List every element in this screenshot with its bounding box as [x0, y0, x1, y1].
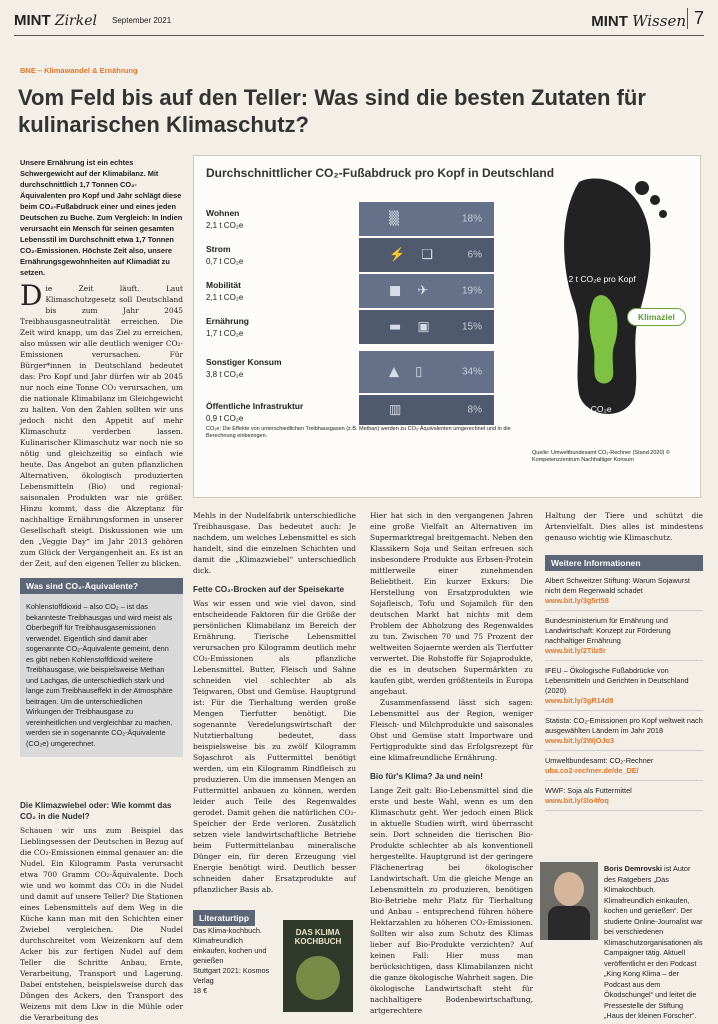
info-item-text: Statista: CO₂-Emissionen pro Kopf weltweit nach ausgewählten Ländern im Jahr 2018	[545, 716, 703, 735]
toe-2	[650, 195, 660, 205]
chart-bar	[359, 351, 494, 393]
info-item	[545, 611, 703, 661]
book-cover: DAS KLIMA KOCHBUCH	[283, 920, 353, 1012]
category-icon: ▬ ▣	[389, 319, 436, 335]
lead-paragraph: Unsere Ernährung ist ein echtes Schwergewicht auf der Klimabilanz. Mit durchschnittlich 1,7 Tonnen CO₂-Äquivalenten pro Kopf und Jahr schlägt diese beim CO₂-Fußabdruck einer und eines jeden Deutschen zu Buche. Zum Vergleich: In Indien verursacht ein Mensch für seinen gesamten Lebensstil im Durchschnitt etwa 1,7 Tonnen CO₂-Emissionen. Höchste Zeit also, unsere Ernährungsgewohnheiten auf Klimadiät zu setzen.	[20, 158, 183, 277]
info-item-link[interactable]: www.bit.ly/3gR14d8	[545, 696, 614, 705]
page-number: 7	[687, 8, 704, 29]
category-label: Sonstiger Konsum	[206, 357, 282, 367]
category-value: 2,1 t CO₂e	[206, 221, 244, 230]
info-item-link[interactable]: www.bit.ly/3lo4foq	[545, 796, 609, 805]
author-photo	[540, 862, 598, 940]
cover-plate	[296, 956, 340, 1000]
col1b	[20, 800, 183, 1023]
drop-cap: D	[20, 279, 43, 312]
info-item-link[interactable]: www.bit.ly/2Tilz8r	[545, 646, 606, 655]
author-bio-top	[604, 864, 704, 1022]
lit-text: Das Klima-kochbuch. Klimafreundlich einkaufen, kochen und genießen Stuttgart 2021: Kosmos Verlag 18 €	[193, 926, 270, 995]
info-item-text: Bundesministerium für Ernährung und Landwirtschaft: Konzept zur Förderung nachhaltiger Ernährung	[545, 616, 671, 645]
category-icon: ▥	[389, 402, 408, 418]
info-box	[545, 555, 703, 811]
info-item-text: Umweltbundesamt: CO₂-Rechner	[545, 756, 654, 765]
info-item-link[interactable]: uba.co2-rechner.de/de_DE/	[545, 766, 639, 775]
chart-source: Quelle: Umweltbundesamt CO₂-Rechner (Stand 2020) © Kompetenzzentrum Nachhaltiger Konsum	[532, 450, 670, 463]
info-item	[545, 571, 703, 611]
category-icon: ▲ ▯	[389, 364, 429, 380]
bar-percent: 15%	[461, 321, 482, 333]
col3-text1: Hier hat sich in den vergangenen Jahren eine große Vielfalt an Alternativen im Supermarktregal breitgemacht. Neben den Klassikern Soja und Seitan erfreuen sich insbesondere Produkte aus Erbsen-Protein mittlerweile einer zunehmenden Beliebtheit. Ein kurzer Exkurs: Die Herstellung von Ersatzprodukten wie Sojafleisch, Tofu und Sojamilch für den deutschen Markt hat nichts mit dem Problem der Abholzung des Regenwaldes zu tun. Zwischen 70 und 75 Prozent der weltweiten Sojaernte werden als Tierfutter verwertet. Die Rohstoffe für Sojaprodukte, die es in deutschen Supermärkten zu kaufen gibt, werden größtenteils in Europa angebaut.	[370, 511, 533, 696]
bar-percent: 6%	[467, 249, 482, 261]
photo-body	[548, 906, 590, 940]
category-value: 2,1 t CO₂e	[206, 293, 244, 302]
category-label: Ernährung	[206, 316, 249, 326]
col1-body	[20, 279, 183, 569]
info-item	[545, 661, 703, 711]
col3-subheading: Bio für's Klima? Ja und nein!	[370, 772, 483, 781]
chart-note: CO₂e: Die Effekte von unterschiedlichen Treibhausgasen (z.B. Methan) werden zu CO₂-Äquivalenten umgerechnet und in die Berechnung einbezogen.	[206, 426, 511, 439]
category-icon: ⚡ ❑	[389, 247, 439, 263]
category-icon: ■ ✈	[389, 283, 435, 299]
info-items	[545, 571, 703, 811]
col3-text2: Zusammenfassend lässt sich sagen: Lebensmittel aus der Region, weniger Fleisch- und Milchprodukte und saisonales Obst und Gemüse statt Importware und Fertigprodukte sind das Erfolgsrezept für eine klimafreundliche Ernährung.	[370, 698, 533, 762]
footprint-graphic	[539, 174, 674, 424]
bar-percent: 18%	[461, 213, 482, 225]
col1b-subheading: Die Klimazwiebel oder: Wie kommt das CO₂ in die Nudel?	[20, 801, 172, 821]
col2-text1: Mehls in der Nudelfabrik unterschiedliche Treibhausgase. Das bedeutet auch: Je nachdem, um welches Lebensmittel es sich handelt, sind die einzelnen Schichten und damit die „Klimazwiebel“ unterschiedlich dick.	[193, 511, 356, 575]
header-brand-right: MINT Wissen	[591, 12, 686, 30]
co2-chart	[193, 155, 701, 498]
co2-box-title: Was sind CO₂-Äquivalente?	[20, 578, 183, 594]
col1b-text: Schauen wir uns zum Beispiel das Lieblingsessen der Deutschen in Bezug auf die CO₂-Emissionen einmal genauer an: die Nudel. Ein Kilogramm Pasta verursacht etwa 700 Gramm CO₂-Äquivalente. Doch wie und wo kommt das CO₂ in die Nudel und damit auf unsere Teller? Die Stationen eines Lebensmittels auf dem Weg in die Küche kann man mit den Schichten einer Zwiebel vergleichen. Die Nudel durchschreitet vom Weizenkorn auf dem Acker bis zur fertigen Nudel auf dem Teller die Schritte Anbau, Ernte, Verarbeitung, Transport und Lagerung. Dabei entstehen, beispielsweise durch das Düngen des Ackers, den Transport des Weizens mit dem Lkw in die Mühle oder die Verarbeitung des	[20, 826, 183, 1022]
info-item-link[interactable]: www.bit.ly/3g5rt58	[545, 596, 609, 605]
photo-face	[554, 872, 584, 906]
author-text: ist Autor des Ratgebers „Das Klimakochbuch. Klimafreundlich einkaufen, kochen und genießen“. Der studierte Online-Journalist war bei verschiedenen Klimaschutzorganisationen als Campaigner tätig. Aktuell veröffentlicht er den Podcast „King Kong Klima – der Podcast aus dem Ökodschungel“ und leitet die Pressestelle der Stiftung „Haus der kleinen Forscher“.	[604, 864, 703, 1020]
info-item	[545, 711, 703, 751]
chart-bar	[359, 274, 494, 308]
bar-percent: 19%	[461, 285, 482, 297]
chart-total-label: 11,2 t CO₂e pro Kopf	[557, 274, 636, 284]
chart-title: Durchschnittlicher CO₂-Fußabdruck pro Kopf in Deutschland	[206, 166, 555, 180]
co2-box	[20, 578, 183, 757]
info-item-link[interactable]: www.bit.ly/2WjOJo3	[545, 736, 615, 745]
chart-bar	[359, 310, 494, 344]
col3	[370, 510, 533, 1016]
col2-subheading: Fette CO₂-Brocken auf der Speisekarte	[193, 585, 345, 594]
category-label: Strom	[206, 244, 231, 254]
category-icon: ▒	[389, 211, 405, 227]
info-title: Weitere Informationen	[545, 555, 703, 571]
author-name: Boris Demrovski	[604, 864, 662, 873]
info-item	[545, 781, 703, 811]
category-value: 0,9 t CO₂e	[206, 414, 244, 423]
lit-label: Literaturtipp	[193, 910, 255, 926]
col3-text3: Lange Zeit galt: Bio-Lebensmittel sind die erste und beste Wahl, wenn es um den Klimaschutz geht. Wer jedoch einen Blick in aktuelle Studien wirft, wird überrascht sein. Dort schneiden die tierischen Bio-Produkte schlechter ab als konventionell hergestellte. Hauptgrund ist der geringere Flächenertrag bei ökologischer Landwirtschaft. Um die gleiche Menge an Lebensmitteln zu produzieren, benötigen Bio-Betriebe mehr Platz für Tierhaltung und Anbau – entsprechend führen höhere Hektarzahlen zu höheren CO₂-Emissionen. Sollten wir also zum Schutz des Klimas lieber auf Bio-Produkte verzichten? Auf keinen Fall: Hier muss man berücksichtigen, dass Klimabilanzen nicht die ganze ökologische Wahrheit sagen. Die ökologische Landwirtschaft steht für nachhaltigere Bodenbewirtschaftung, artgerechtere	[370, 786, 533, 1015]
category-label: Mobilität	[206, 280, 241, 290]
col2-text2: Was wir essen und wie viel davon, sind entscheidende Faktoren für die Größe der persönlichen Klimabilanz im Bereich der Ernährung. Tierische Lebensmittel verursachen pro Kilogramm deutlich mehr CO₂-Emissionen als pflanzliche Lebensmittel. Butter, Fleisch und Sahne schneiden viel schlechter ab als Teigwaren, Obst und Gemüse. Hauptgrund ist: Für die Tierhaltung werden große Mengen Tierfutter benötigt. Die sogenannte Veredelungswirtschaft der Nutztierhaltung bedeutet, dass beispielsweise bis zu zwölf Kilogramm Sojaschrot als Futtermittel benötigt werden, um ein Kilogramm Rindfleisch zu produzieren. Um die immensen Mengen an Futtermittel anbauen zu können, werden leider auch Teile des Regenwaldes gerodet. Damit gehen die natürlichen CO₂-Speicher der Erde verloren. Zusätzlich setzen viele landwirtschaftliche Betriebe beim Futtermittelanbau mineralische Dünger ein, für deren Erzeugung viel Energie benötigt wird. Deutlich besser schneiden daher Ersatzprodukte auf pflanzlicher Basis ab.	[193, 599, 356, 894]
chart-bar	[359, 202, 494, 236]
klimaziel-badge: Klimaziel	[627, 308, 686, 326]
category-label: Wohnen	[206, 208, 240, 218]
lit-tip	[193, 906, 356, 1016]
article-title: Vom Feld bis auf den Teller: Was sind die besten Zutaten für kulinarischen Klimaschutz?	[18, 85, 646, 137]
toe-3	[659, 210, 667, 218]
chart-bar	[359, 395, 494, 425]
chart-bar	[359, 238, 494, 272]
co2-box-text: Kohlenstoffdioxid – also CO₂ – ist das bekannteste Treibhausgas und wird meist als Oberbegriff für Treibhausgasemissionen verwendet. Eigentlich sind damit aber sogenannte CO₂-Äquivalente gemeint, denn es gibt neben Kohlenstoffdioxid weitere Treibhausgase, wie beispielsweise Methan und Lachgas, die unterschiedlich stark und lange zum Treibhauseffekt in der Atmosphäre beitragen. Um die unterschiedlichen Wirkungen der Treibhausgase zu vereinheitlichen und vergleichbar zu machen, werden sie in sogenannte CO₂-Äquivalente (CO₂e) umgerechnet.	[20, 594, 183, 757]
category-value: 1,7 t CO₂e	[206, 329, 244, 338]
header-brand-left: MINT Zirkel	[14, 12, 97, 29]
info-item-text: WWF: Soja als Futtermittel	[545, 786, 632, 795]
kicker: BNE – Klimawandel & Ernährung	[20, 66, 138, 75]
col1-text: ie Zeit läuft. Laut Klimaschutzgesetz soll Deutschland bis zum Jahr 2045 Treibhausgasneutralität erreichen. Die Zeit wird knapp, um das Ziel zu erreichen, also müssen wir alle deutlich weniger CO₂-Emissionen verursachen. Für Bürger*innen in Deutschland bedeutet das: Pro Kopf und Jahr dürfen wir ab 2045 nur noch eine Tonne CO₂ verursachen, um die nationale Klimabilanz im Gleichgewicht zu halten. Von den Zahlen sollten wir uns jedoch nicht den Appetit auf mehr Klimaschutz verderben lassen. Kulinarischer Klimaschutz war noch nie so nötig und gleichzeitig so einfach wie heute. Das Angebot an guten pflanzlichen Alternativen, ökologisch produzierten Lebensmitteln (Bio) und regional-saisonalen Produkten war nie größer. Hinzu kommt, dass die Akzeptanz für nachhaltige Ernährungsformen in unserer Gesellschaft steigt. Diskussionen wie um den „Veggie Day“ im Jahr 2013 gehören zum Glück der Vergangenheit an. Es ist an der Zeit, auf den eigenen Teller zu blicken.	[20, 284, 183, 568]
header-date: September 2021	[112, 16, 172, 25]
category-label: Öffentliche Infrastruktur	[206, 401, 304, 411]
category-value: 3,8 t CO₂e	[206, 370, 244, 379]
col4-text: Haltung der Tiere und schützt die Artenvielfalt. Dies alles ist mindestens genauso wichtig wie Klimaschutz.	[545, 511, 703, 542]
page-header	[14, 8, 704, 36]
target-label: < 1t CO₂e	[574, 404, 612, 414]
category-value: 0,7 t CO₂e	[206, 257, 244, 266]
info-item	[545, 751, 703, 781]
bar-percent: 34%	[461, 366, 482, 378]
toe-1	[635, 181, 649, 195]
bar-percent: 8%	[467, 404, 482, 416]
col2	[193, 510, 356, 895]
info-item-text: Albert Schweitzer Stiftung: Warum Sojawurst nicht dem Regenwald schadet	[545, 576, 690, 595]
info-item-text: IFEU – Ökologische Fußabdrücke von Lebensmitteln und Gerichten in Deutschland (2020)	[545, 666, 689, 695]
